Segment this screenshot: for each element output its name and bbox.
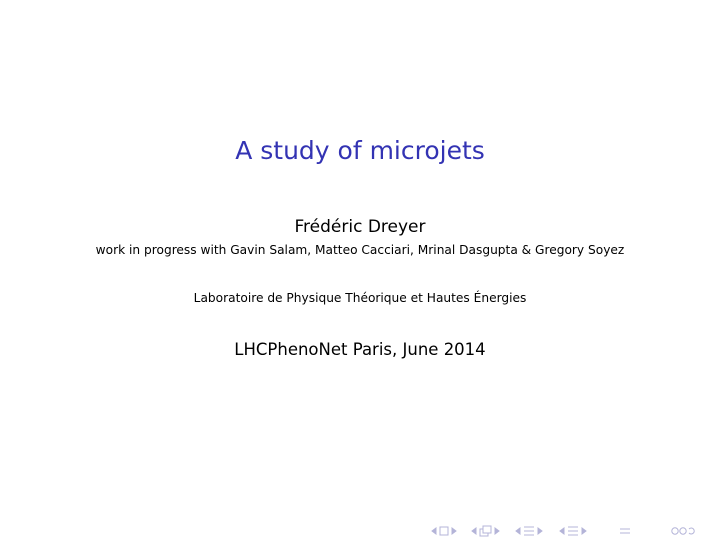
search-icon[interactable] [672, 528, 694, 534]
next-arrow-icon[interactable] [452, 528, 456, 534]
slide-title: A study of microjets [235, 136, 485, 165]
next-arrow-icon[interactable] [495, 528, 499, 534]
section-icon[interactable] [524, 527, 534, 535]
frame-icon[interactable] [440, 527, 448, 535]
section-icon[interactable] [568, 527, 578, 535]
author-name: Frédéric Dreyer [294, 217, 426, 237]
collaborators-line: work in progress with Gavin Salam, Matteo Cacciari, Mrinal Dasgupta & Gregory Soyez [95, 243, 625, 257]
prev-arrow-icon[interactable] [432, 528, 436, 534]
prev-arrow-icon[interactable] [560, 528, 564, 534]
prev-arrow-icon[interactable] [472, 528, 476, 534]
next-arrow-icon[interactable] [538, 528, 542, 534]
prev-arrow-icon[interactable] [516, 528, 520, 534]
align-icon[interactable] [620, 529, 630, 533]
subsection-icon[interactable] [480, 526, 491, 536]
next-arrow-icon[interactable] [582, 528, 586, 534]
beamer-navigation-bar [430, 524, 710, 538]
event-date: LHCPhenoNet Paris, June 2014 [234, 340, 486, 359]
institute-name: Laboratoire de Physique Théorique et Hautes Énergies [193, 291, 527, 305]
navigation-symbols [430, 524, 710, 538]
